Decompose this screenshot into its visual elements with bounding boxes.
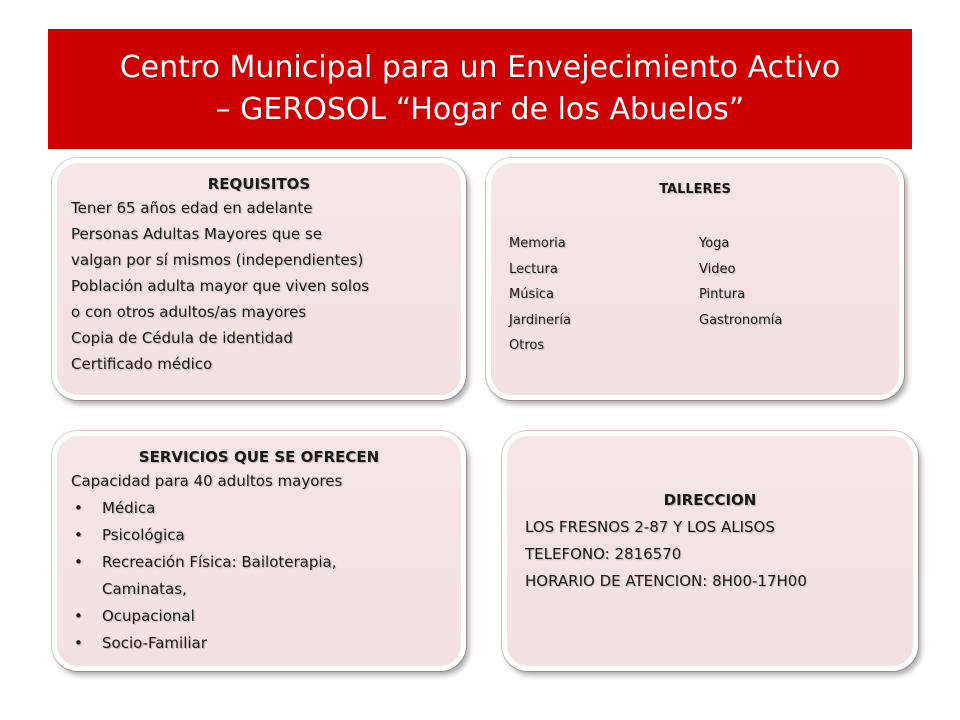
- servicio-label: Psicológica: [102, 526, 185, 544]
- requisitos-card: [52, 158, 466, 400]
- bullet-icon: •: [74, 526, 83, 544]
- requisitos-heading: REQUISITOS: [207, 175, 311, 193]
- servicio-item: [71, 522, 447, 549]
- requisito-line: Personas Adultas Mayores que se: [71, 225, 322, 243]
- servicios-intro: Capacidad para 40 adultos mayores: [71, 472, 343, 490]
- direccion-address: LOS FRESNOS 2-87 Y LOS ALISOS: [525, 518, 775, 536]
- requisito-line: Copia de Cédula de identidad: [71, 329, 293, 347]
- direccion-card: [502, 431, 918, 671]
- taller-item: Gastronomía: [699, 312, 783, 328]
- taller-item: Jardinería: [509, 312, 571, 328]
- servicio-item: [71, 495, 447, 522]
- servicio-label: Socio-Familiar: [102, 634, 207, 652]
- taller-item: Otros: [509, 338, 545, 353]
- talleres-heading: TALLERES: [659, 182, 731, 197]
- requisito-line: Certificado médico: [71, 355, 213, 373]
- title-line-2: – GEROSOL “Hogar de los Abuelos”: [215, 92, 745, 127]
- direccion-phone: TELEFONO: 2816570: [525, 545, 682, 563]
- servicio-label: Recreación Física: Bailoterapia, Caminatas,: [102, 553, 337, 598]
- bullet-icon: •: [74, 553, 83, 571]
- servicios-card: [52, 431, 466, 671]
- taller-item: Yoga: [699, 236, 730, 251]
- servicio-item: [71, 630, 447, 657]
- servicio-item: [71, 549, 392, 603]
- taller-item: Pintura: [699, 287, 746, 302]
- requisito-line: Población adulta mayor que viven solos: [71, 277, 370, 295]
- direccion-hours: HORARIO DE ATENCION: 8H00-17H00: [525, 572, 807, 590]
- bullet-icon: •: [74, 499, 83, 517]
- requisito-line: o con otros adultos/as mayores: [71, 303, 307, 321]
- talleres-card: [486, 158, 904, 400]
- taller-item: Memoria: [509, 236, 566, 251]
- title-line-1: Centro Municipal para un Envejecimiento Activo: [119, 50, 841, 85]
- talleres-grid: [509, 231, 881, 359]
- direccion-heading: DIRECCION: [663, 491, 757, 509]
- servicio-item: [71, 603, 447, 630]
- servicio-label: Ocupacional: [102, 607, 195, 625]
- servicio-label: Médica: [102, 499, 156, 517]
- servicios-list: [71, 495, 447, 657]
- requisito-line: Tener 65 años edad en adelante: [71, 199, 313, 217]
- taller-item: Lectura: [509, 261, 558, 277]
- title-banner: [48, 29, 912, 149]
- bullet-icon: •: [74, 634, 83, 652]
- taller-item: Video: [699, 261, 736, 277]
- servicios-heading: SERVICIOS QUE SE OFRECEN: [138, 448, 380, 466]
- taller-item: Música: [509, 287, 554, 302]
- requisito-line: valgan por sí mismos (independientes): [71, 251, 364, 269]
- taller-empty-cell: [699, 333, 899, 359]
- bullet-icon: •: [74, 607, 83, 625]
